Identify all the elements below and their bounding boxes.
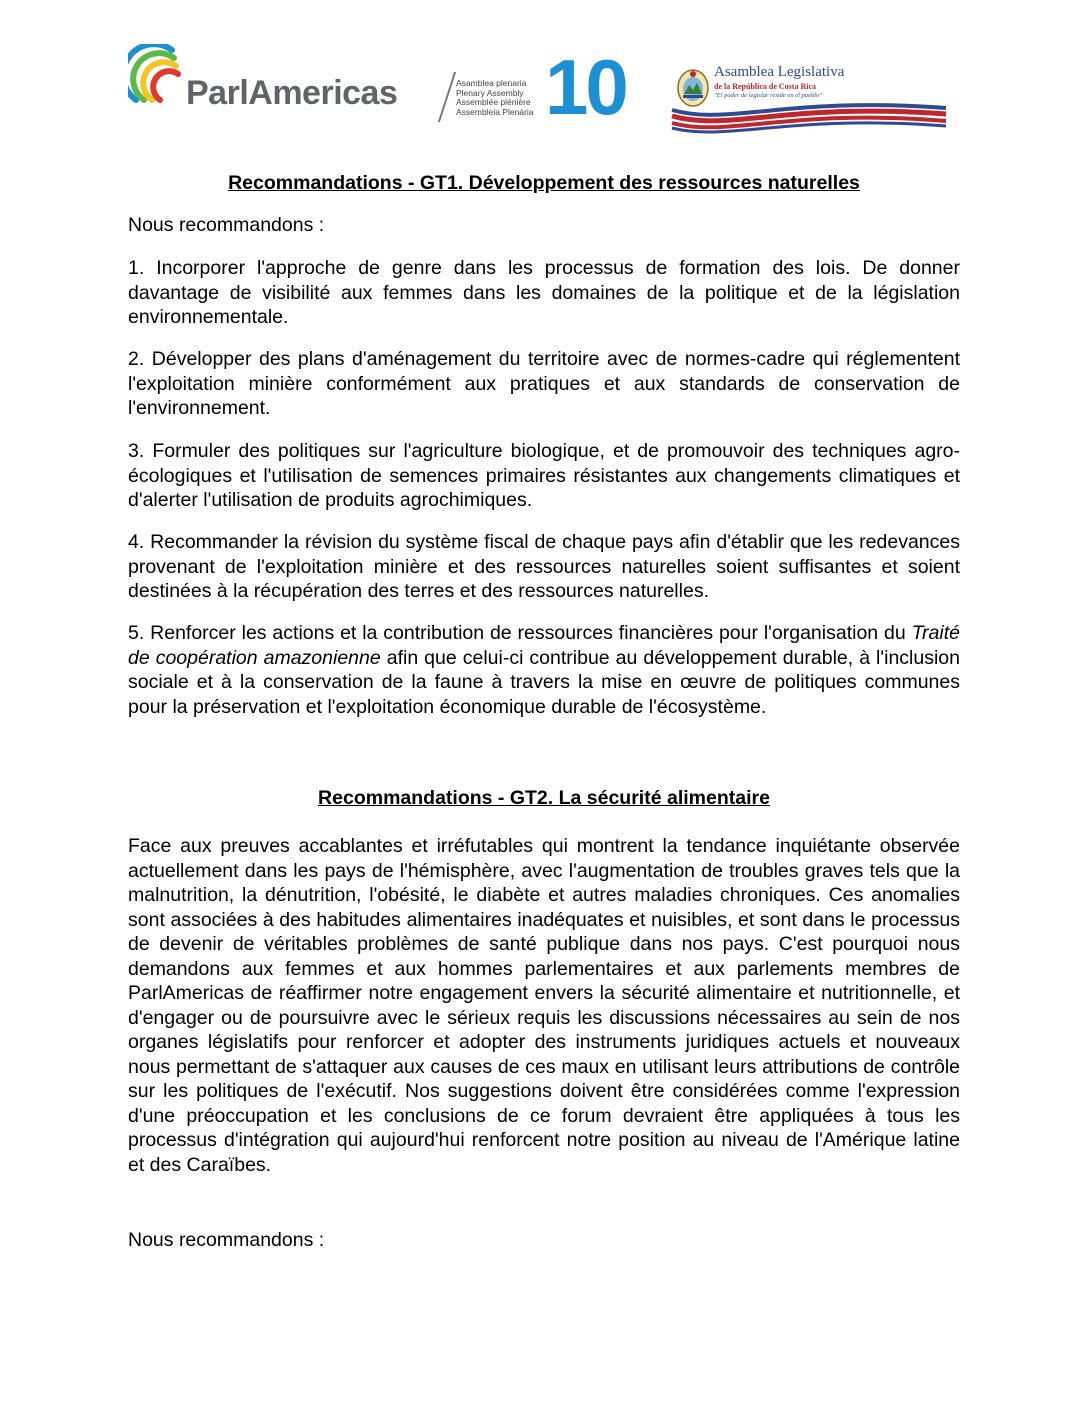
assembly-line: Plenary Assembly [456, 87, 524, 98]
host-title: Asamblea Legislativa [714, 64, 845, 80]
treaty-name: Traité de coopération amazonienne [128, 622, 960, 669]
section1-item-3: 3. Formuler des politiques sur l'agriculture biologique, et de promouvoir des techniques agro-écologiques et l'utilisation de semences primaires résistantes aux changements climatiques et d'alerter l'utilisation de produits agrochimiques. [128, 440, 960, 511]
item5-text-after: afin que celui-ci contribue au développement durable, à l'inclusion sociale et à la conservation de la faune à travers la mise en œuvre de politiques communes pour la préservation et l'exploitation économique durable de l'écosystème. [128, 646, 960, 718]
edition-number: 10 [545, 43, 626, 131]
logo-divider [438, 72, 456, 122]
assembly-line: Asamblea plenaria [456, 78, 527, 88]
section1-item-4: 4. Recommander la révision du système fiscal de chaque pays afin d'établir que les redevances provenant de l'exploitation minière et des ressources naturelles soient suffisantes et soient destinées à la récupération des terres et des ressources naturelles. [128, 531, 960, 602]
host-motto: "El poder de legislar reside en el pueblo" [714, 92, 822, 99]
parlamericas-arcs-icon [128, 44, 192, 110]
section1-item-2: 2. Développer des plans d'aménagement du territoire avec de normes-cadre qui réglementent l'exploitation minière conformément aux pratiques et aux standards de conservation de l'environnement. [128, 348, 960, 419]
host-subtitle: de la República de Costa Rica [714, 82, 816, 91]
page-header [0, 0, 1088, 150]
parlamericas-logo-text: ParlAmericas [186, 74, 398, 112]
section2-heading: Recommandations - GT2. La sécurité alimentaire [318, 787, 770, 809]
item5-text-before: 5. Renforcer les actions et la contribution de ressources financières pour l'organisation du [128, 622, 912, 644]
assembly-line: Assembleia Plenária [456, 106, 534, 117]
section1-intro: Nous recommandons : [128, 214, 325, 236]
costa-rica-flag-waves-icon [668, 86, 950, 134]
section2-paragraph: Face aux preuves accablantes et irréfutables qui montrent la tendance inquiétante observée actuellement dans les pays de l'hémisphère, avec l'augmentation de troubles graves tels que la malnutrition, la dénutrition, l'obésité, le diabète et autres maladies chroniques. Ces anomalies sont associées à des habitudes alimentaires inadéquates et nuisibles, et sont dans le processus de devenir de véritables problèmes de santé publique dans nos pays. C'est pourquoi nous demandons aux femmes et aux hommes parlementaires et aux parlements membres de ParlAmericas de réaffirmer notre engagement envers la sécurité alimentaire et nutritionnelle, et d'engager ou de poursuivre avec le sérieux requis les discussions nécessaires au sein de nos organes législatifs pour renforcer et adopter des instruments juridiques actuels et nouveaux nous permettant de s'attaquer aux causes de ces maux en utilisant leurs attributions de contrôle sur les politiques de l'exécutif. Nos suggestions doivent être considérées comme l'expression d'une préoccupation et les conclusions de ce forum devraient être appliquées à tous les processus d'intégration qui aujourd'hui renforcent notre position au niveau de l'Amérique latine et des Caraïbes. [128, 835, 960, 1176]
section2-closing: Nous recommandons : [128, 1229, 325, 1251]
assembly-line: Assemblée plénière [456, 97, 531, 107]
section1-item-1: 1. Incorporer l'approche de genre dans les processus de formation des lois. De donner davantage de visibilité aux femmes dans les domaines de la politique et de la législation environnementale. [128, 257, 960, 328]
section1-item-5 [128, 621, 960, 719]
assembly-languages [456, 79, 533, 117]
section1-heading: Recommandations - GT1. Développement des ressources naturelles [228, 172, 860, 194]
